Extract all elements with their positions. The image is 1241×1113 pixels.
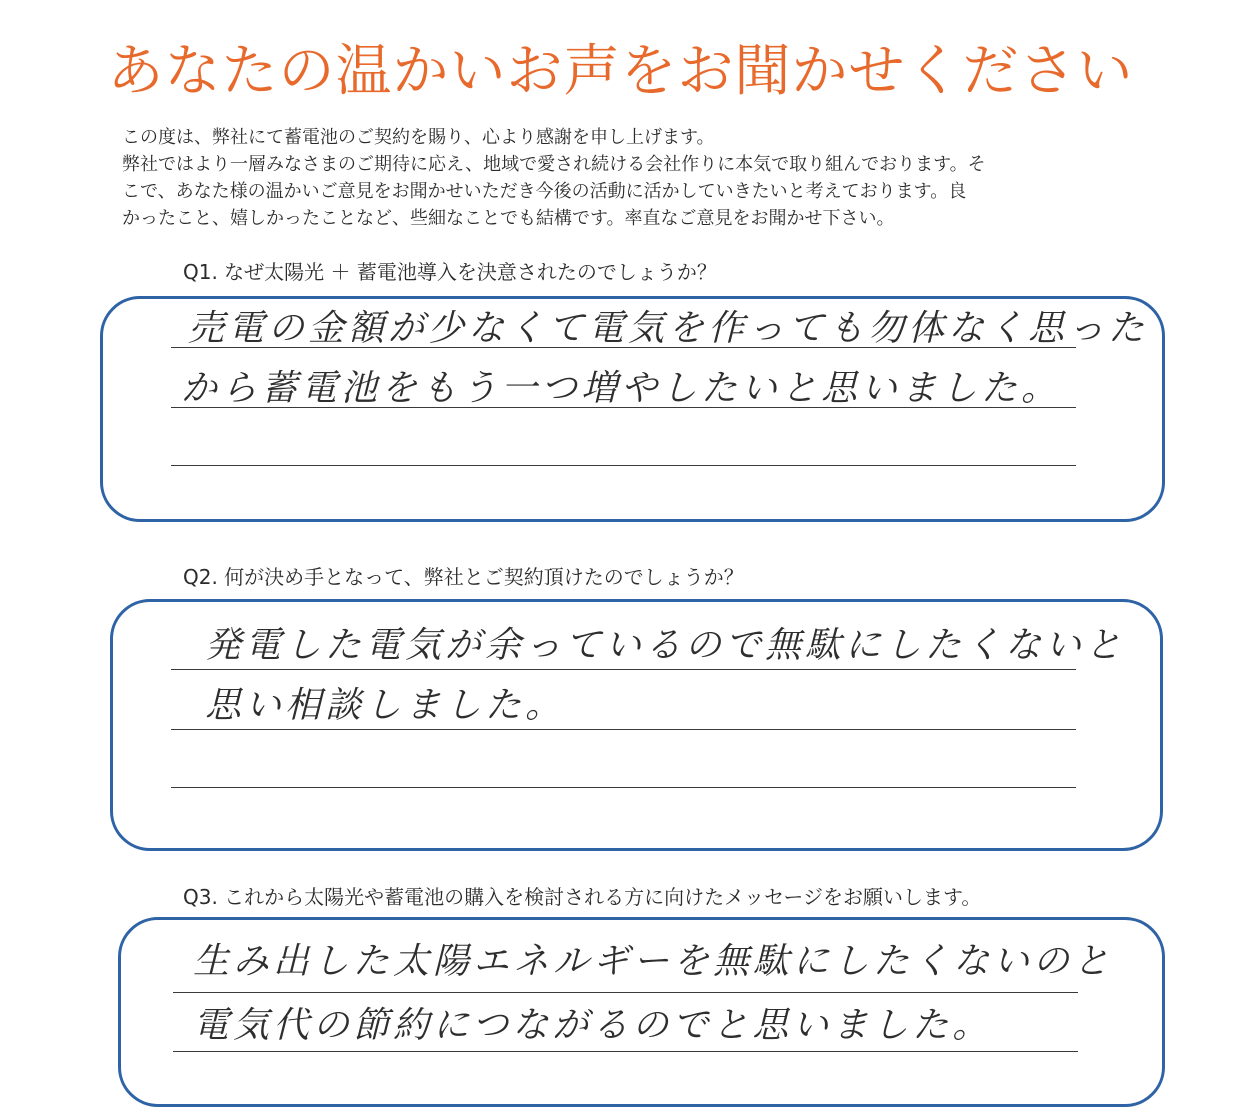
question-2: Q2. 何が決め手となって、弊社とご契約頂けたのでしょうか？: [183, 565, 744, 589]
answer-box-2: [110, 599, 1163, 851]
intro-line: かったこと、嬉しかったことなど、些細なことでも結構です。率直なご意見をお聞かせ下さい。: [122, 208, 895, 229]
answer-1-rule-2: [171, 407, 1076, 408]
answer-2-line-1: 発電した電気が余っているので無駄にしたくないと: [205, 625, 1126, 666]
answer-1-rule-1: [171, 347, 1076, 348]
intro-line: こで、あなた様の温かいご意見をお聞かせいただき今後の活動に活かしていきたいと考えております。良: [122, 181, 967, 202]
question-1: Q1. なぜ太陽光 ＋ 蓄電池導入を決意されたのでしょうか？: [183, 260, 717, 284]
answer-box-1: [100, 296, 1165, 522]
answer-2-line-2: 思い相談しました。: [205, 685, 566, 726]
answer-3-rule-2: [173, 1051, 1078, 1052]
question-3: Q3. これから太陽光や蓄電池の購入を検討される方に向けたメッセージをお願いします。: [183, 885, 982, 909]
page-title: あなたの温かいお声をお聞かせください: [107, 39, 1134, 104]
intro-line: 弊社ではより一層みなさまのご期待に応え、地域で愛され続ける会社作りに本気で取り組んでおります。そ: [122, 154, 986, 175]
answer-3-rule-1: [173, 992, 1078, 993]
intro-text: [122, 124, 1132, 232]
answer-1-rule-3: [171, 465, 1076, 466]
intro-line: この度は、弊社にて蓄電池のご契約を賜り、心より感謝を申し上げます。: [122, 127, 715, 148]
answer-2-rule-3: [171, 787, 1076, 788]
answer-3-line-2: 電気代の節約につながるのでと思いました。: [193, 1005, 993, 1046]
answer-2-rule-2: [171, 729, 1076, 730]
answer-box-3: [118, 917, 1165, 1107]
answer-3-line-1: 生み出した太陽エネルギーを無駄にしたくないのと: [193, 941, 1114, 982]
answer-2-rule-1: [171, 669, 1076, 670]
answer-1-line-2: から蓄電池をもう一つ増やしたいと思いました。: [181, 368, 1062, 409]
answer-1-line-1: 売電の金額が少なくて電気を作っても勿体なく思った: [188, 308, 1149, 349]
